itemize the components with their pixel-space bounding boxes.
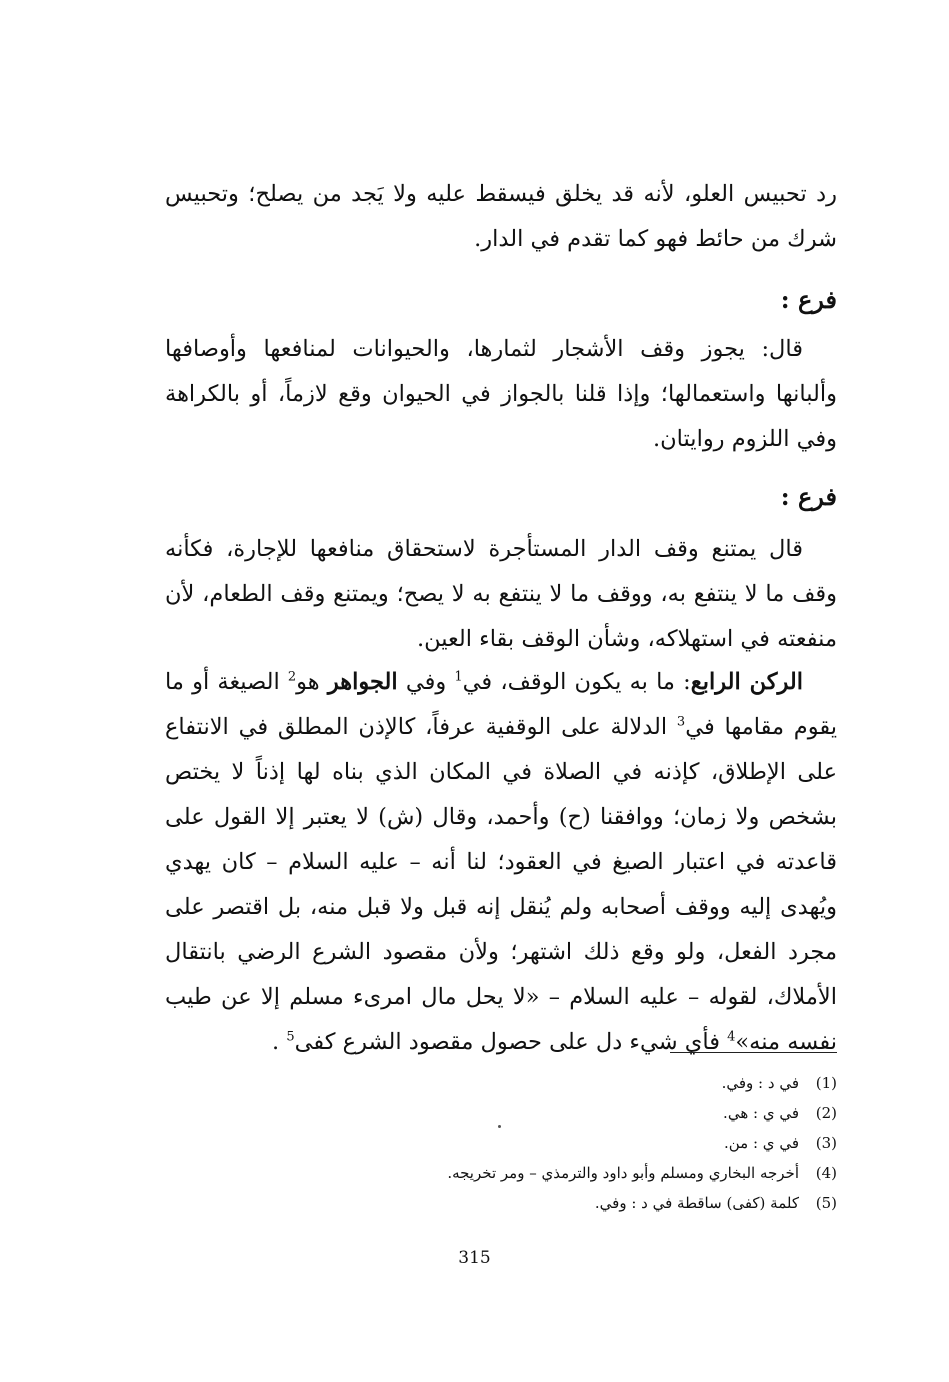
footnote-text: كلمة (كفى) ساقطة في د : وفي. — [594, 1194, 799, 1212]
text-run: وفي — [397, 669, 455, 695]
footnote-ref-4[interactable]: 4 — [727, 1029, 736, 1045]
book-title-jawahir: الجواهر — [327, 669, 398, 695]
page-number: 315 — [458, 1248, 491, 1268]
paragraph-1-text: رد تحبيس العلو، لأنه قد يخلق فيسقط عليه ولا يَجد من يصلح؛ وتحبيس شرك من حائط فهو كما تقدم في الدار. — [165, 181, 837, 252]
footnote-ref-2[interactable]: 2 — [287, 669, 297, 685]
paragraph-2-text: قال: يجوز وقف الأشجار لثمارها، والحيوانات لمنافعها وأوصافها وألبانها واستعمالها؛ وإذا قلنا بالجواز في الحيوان وقع لازماً، أو بالكراهة وفي اللزوم روايتان. — [165, 336, 837, 452]
footnote-ref-3[interactable]: 3 — [676, 714, 686, 730]
footnote-ref-5[interactable]: 5 — [286, 1029, 295, 1045]
text-run: فأي شيء دل على حصول مقصود الشرع كفى — [294, 1029, 728, 1055]
scan-speck — [498, 1125, 501, 1128]
footnote-item — [277, 1128, 837, 1158]
paragraph-1 — [165, 172, 837, 262]
paragraph-4 — [165, 660, 837, 1065]
footnote-ref-1[interactable]: 1 — [454, 669, 463, 685]
footnote-text: في ي : من. — [724, 1134, 799, 1152]
paragraph-3-text: قال يمتنع وقف الدار المستأجرة لاستحقاق منافعها للإجارة، فكأنه وقف ما لا ينتفع به، ووقف ما لا ينتفع به لا يصح؛ ويمتنع وقف الطعام، لأن منفعته في استهلاكه، وشأن الوقف بقاء العين. — [165, 536, 837, 652]
pillar-heading: الركن الرابع — [690, 669, 803, 695]
footnote-number: (2) — [815, 1104, 837, 1122]
footnote-divider — [670, 1052, 837, 1053]
text-run: هو — [296, 669, 328, 695]
section-heading-1: فرع : — [780, 285, 837, 314]
footnote-item — [277, 1098, 837, 1128]
footnote-number: (4) — [815, 1164, 837, 1182]
footnote-item — [277, 1188, 837, 1218]
footnote-item — [277, 1068, 837, 1098]
section-heading-2: فرع : — [780, 482, 837, 511]
footnote-text: في ي : هي. — [723, 1104, 799, 1122]
paragraph-3 — [165, 527, 837, 662]
footnote-text: في د : وفي. — [721, 1074, 799, 1092]
paragraph-2 — [165, 327, 837, 462]
text-run: . — [272, 1029, 287, 1055]
footnote-number: (3) — [815, 1134, 837, 1152]
text-run: الدلالة على الوقفية عرفاً، كالإذن المطلق في الانتفاع على الإطلاق، كإذنه في الصلاة في المكان الذي بناه لها إذناً لا يختص بشخص ولا زمان؛ ووافقنا (ح) وأحمد، وقال (ش) لا يعتبر إلا القول على قاعدته في اعتبار الصيغ في العقود؛ لنا أنه – عليه السلام – كان يهدي ويُهدى إليه ووقف أصحابه ولم يُنقل إنه قبل ولا قبل منه، بل اقتصر على مجرد الفعل، ولو وقع ذلك اشتهر؛ ولأن مقصود الشرع الرضي بانتقال الأملاك، لقوله – عليه السلام – «لا يحل مال امرىء مسلم إلا عن طيب نفسه منه» — [165, 714, 837, 1055]
footnote-number: (1) — [815, 1074, 837, 1092]
footnote-number: (5) — [815, 1194, 837, 1212]
text-run: الصيغة أو ما يقوم مقامها في — [165, 669, 837, 740]
footnotes — [277, 1068, 837, 1218]
footnote-item — [277, 1158, 837, 1188]
text-run: : ما به يكون الوقف، في — [462, 669, 691, 695]
footnote-text: أخرجه البخاري ومسلم وأبو داود والترمذي – ومر تخريجه. — [447, 1164, 799, 1182]
